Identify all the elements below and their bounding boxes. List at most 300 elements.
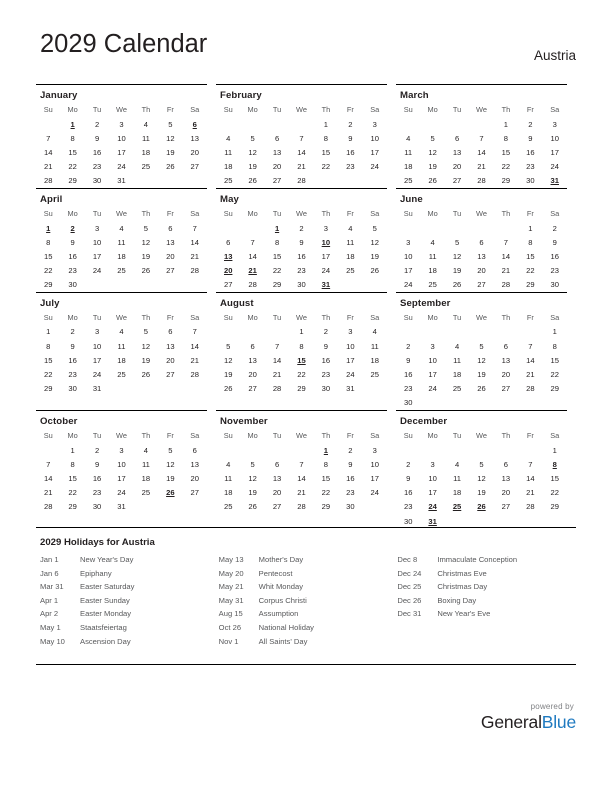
day-cell: 4 [348,223,353,233]
day-cell-empty [183,382,207,396]
day-cell: 25 [117,266,126,276]
weekday-mo: Mo [427,208,438,218]
month-name: August [220,297,254,309]
day-cell-empty [518,443,542,457]
month-june [396,188,576,292]
week-row [216,443,387,457]
month-april [36,188,216,292]
day-cell: 3 [406,237,411,247]
month-grid [216,103,387,188]
day-cell: 19 [166,147,175,157]
page-title: 2029 Calendar [40,30,208,58]
week-row [396,500,567,514]
day-cell-empty [469,117,493,131]
day-cell: 2 [299,223,304,233]
day-cell: 23 [346,162,355,172]
week-row [36,353,207,367]
week-row [36,131,207,145]
holiday-list-item [40,553,219,567]
holiday-date: Aug 15 [218,609,243,619]
day-cell: 21 [272,370,282,380]
day-cell: 23 [346,488,355,498]
day-cell: 9 [70,237,75,247]
day-cell: 15 [43,355,53,365]
day-cell: 26 [248,176,257,186]
day-cell: 10 [550,133,559,143]
day-cell: 21 [190,251,199,261]
month-name: September [400,297,451,309]
day-cell: 9 [70,341,75,351]
day-cell: 27 [248,384,257,394]
day-cell: 25 [403,176,413,186]
day-cell: 12 [166,459,175,469]
day-cell: 12 [223,355,233,365]
weekday-th: Th [141,208,151,218]
weekday-fr: Fr [346,105,354,114]
holiday-date: Jan 6 [40,568,59,578]
day-cell: 14 [297,147,306,157]
day-cell-empty [445,117,469,131]
holiday-date: Dec 31 [397,609,422,619]
day-cell: 13 [272,473,282,483]
day-cell: 12 [370,237,379,247]
day-cell: 3 [94,327,100,337]
month-block [396,292,567,410]
day-cell: 23 [321,370,331,380]
weekday-mo: Mo [67,208,78,218]
day-cell-empty [469,221,493,235]
weekday-th: Th [321,312,331,322]
day-cell: 24 [403,280,413,290]
week-row [216,500,387,514]
day-cell: 17 [428,370,437,380]
month-october [36,410,216,528]
weekday-su: Su [43,431,53,440]
day-cell: 12 [141,237,151,247]
holiday-list-item [397,553,576,567]
day-cell: 17 [92,251,102,261]
day-cell: 2 [406,341,411,351]
day-cell-empty [420,221,444,235]
day-cell: 18 [452,488,462,498]
day-cell: 5 [430,133,435,143]
day-cell: 14 [272,355,282,365]
day-cell: 1 [528,223,533,233]
weekday-fr: Fr [346,312,354,322]
day-cell: 21 [43,488,53,498]
month-november [216,410,396,528]
day-cell: 4 [226,133,231,143]
day-cell: 27 [501,502,511,512]
week-row [396,145,567,159]
day-cell-empty [134,174,158,188]
weekday-mo: Mo [67,312,78,322]
month-february [216,84,396,188]
day-cell: 8 [274,237,280,247]
weekday-header-row [36,311,207,325]
holiday-date: Apr 1 [40,595,59,605]
weekday-header-row [396,429,567,443]
day-cell: 22 [43,370,53,380]
weekday-sa: Sa [370,431,380,440]
holiday-list-item [397,607,576,621]
weekday-fr: Fr [166,208,174,218]
day-cell: 8 [323,459,329,469]
day-cell: 19 [477,370,486,380]
day-cell: 24 [346,370,355,380]
day-cell: 8 [323,133,329,143]
week-row [396,382,567,396]
holiday-list-item [219,553,398,567]
month-block [36,292,207,396]
week-row [396,174,567,188]
day-cell: 12 [477,473,486,483]
day-cell-holiday: 21 [248,266,257,276]
day-cell: 11 [346,237,355,247]
weekday-we: We [296,105,307,114]
day-cell: 15 [550,355,559,365]
day-cell: 15 [68,147,77,157]
day-cell: 29 [43,280,53,290]
day-cell-empty [158,278,182,292]
day-cell-empty [469,396,493,410]
week-row [36,339,207,353]
day-cell: 9 [323,341,329,351]
day-cell: 6 [503,341,509,351]
day-cell: 28 [43,502,53,512]
day-cell: 5 [250,459,255,469]
holiday-date: Nov 1 [218,636,239,646]
day-cell: 19 [452,266,462,276]
day-cell: 26 [166,162,175,172]
day-cell: 31 [92,384,102,394]
day-cell: 13 [477,251,486,261]
day-cell: 2 [94,119,100,129]
weekday-su: Su [223,105,233,114]
holiday-name: Easter Monday [80,609,132,619]
week-row [396,486,567,500]
week-row [36,471,207,485]
day-cell: 30 [403,398,413,408]
day-cell-empty [240,443,264,457]
weekday-fr: Fr [166,312,174,322]
day-cell: 9 [406,355,411,365]
day-cell: 18 [346,251,355,261]
day-cell: 15 [501,147,511,157]
day-cell: 1 [70,445,75,455]
day-cell-holiday: 8 [552,459,557,469]
day-cell-empty [158,174,182,188]
month-row [36,188,576,292]
day-cell: 20 [190,147,199,157]
month-block [36,188,207,292]
day-cell: 11 [141,459,150,469]
week-row [36,382,207,396]
weekday-header-row [216,311,387,325]
day-cell-empty [109,382,133,396]
holiday-name: Whit Monday [258,582,303,592]
weekday-fr: Fr [166,105,174,114]
day-cell: 23 [68,266,77,276]
day-cell: 26 [248,502,257,512]
day-cell-empty [420,325,444,339]
day-cell: 21 [297,488,306,498]
day-cell: 16 [68,355,77,365]
week-row [216,249,387,263]
holiday-list-item [40,567,219,581]
day-cell: 17 [346,355,355,365]
day-cell: 7 [274,341,280,351]
day-cell: 6 [274,133,280,143]
day-cell: 24 [550,162,559,172]
day-cell: 29 [272,280,282,290]
weekday-tu: Tu [452,312,462,322]
day-cell: 29 [526,280,535,290]
day-cell: 23 [550,266,559,276]
day-cell: 27 [501,384,511,394]
day-cell: 19 [248,162,257,172]
weekday-sa: Sa [370,105,380,114]
day-cell-empty [420,443,444,457]
day-cell-empty [338,174,362,188]
weekday-tu: Tu [452,105,462,114]
holiday-date: May 13 [218,555,244,564]
day-cell: 20 [501,370,511,380]
holiday-name: Staatsfeiertag [80,622,127,632]
day-cell: 15 [43,251,53,261]
day-cell: 18 [141,473,151,483]
holidays-title: 2029 Holidays for Austria [40,537,155,548]
day-cell: 9 [348,133,353,143]
holiday-list-item [40,580,219,594]
day-cell: 26 [141,266,151,276]
day-cell: 9 [406,473,411,483]
day-cell: 27 [272,176,282,186]
day-cell: 20 [190,473,199,483]
day-cell: 4 [430,237,435,247]
holiday-name: Assumption [258,609,299,619]
holiday-name: Pentecost [258,568,293,578]
day-cell: 8 [46,237,51,247]
day-cell-holiday: 31 [321,280,331,290]
day-cell: 7 [299,459,304,469]
day-cell: 5 [143,327,149,337]
day-cell: 12 [477,355,486,365]
day-cell: 3 [348,327,353,337]
day-cell-empty [494,325,518,339]
week-row [36,117,207,131]
week-row [36,443,207,457]
week-row [396,353,567,367]
day-cell: 7 [503,237,509,247]
section-divider [36,664,576,665]
day-cell: 13 [501,355,511,365]
month-name: November [220,416,268,427]
day-cell: 14 [297,473,306,483]
day-cell: 17 [428,488,437,498]
day-cell: 12 [428,147,437,157]
day-cell-empty [469,514,493,528]
holiday-date: May 31 [218,595,244,605]
day-cell: 23 [92,162,102,172]
month-name: February [220,90,262,101]
week-row [396,221,567,235]
day-cell: 19 [248,488,257,498]
day-cell-holiday: 2 [70,223,75,233]
day-cell-holiday: 13 [223,251,233,261]
day-cell: 17 [403,266,413,276]
month-grid [216,429,387,514]
day-cell: 18 [117,251,126,261]
day-cell-holiday: 6 [192,119,197,129]
day-cell: 10 [92,237,102,247]
weekday-tu: Tu [92,105,102,114]
month-block [216,188,387,292]
week-row [396,264,567,278]
week-row [396,471,567,485]
month-name: October [40,416,78,427]
day-cell: 10 [403,251,413,261]
day-cell: 26 [141,370,151,380]
holiday-date: Oct 26 [218,622,242,632]
holiday-list-item [219,594,398,608]
day-cell: 31 [117,176,126,186]
day-cell: 8 [46,341,51,351]
day-cell: 11 [117,237,126,247]
day-cell: 19 [370,251,379,261]
holiday-name: National Holiday [258,622,314,632]
day-cell: 28 [526,502,535,512]
day-cell: 20 [272,488,282,498]
month-grid [396,207,567,292]
day-cell: 7 [299,133,304,143]
week-row [36,249,207,263]
day-cell: 9 [94,459,100,469]
week-row [216,131,387,145]
day-cell: 22 [43,266,53,276]
powered-by-label: powered by [530,702,574,711]
day-cell: 4 [372,327,377,337]
day-cell-holiday: 24 [428,502,437,512]
week-row [36,160,207,174]
day-cell: 29 [297,384,306,394]
day-cell: 12 [166,133,175,143]
month-september [396,292,576,410]
holiday-list-item [397,594,576,608]
weekday-fr: Fr [346,208,354,218]
weekday-mo: Mo [247,431,258,440]
month-name: July [40,297,60,309]
weekday-header-row [396,207,567,221]
day-cell: 30 [346,502,355,512]
day-cell: 20 [166,355,175,365]
day-cell: 1 [323,119,329,129]
day-cell-empty [36,443,60,457]
day-cell: 26 [452,280,462,290]
day-cell: 1 [552,445,557,455]
week-row [216,367,387,381]
day-cell: 20 [166,251,175,261]
day-cell: 6 [454,133,460,143]
weekday-tu: Tu [272,312,282,322]
day-cell: 30 [297,280,306,290]
weekday-fr: Fr [526,431,534,440]
holiday-name: Immaculate Conception [437,555,518,564]
month-grid [36,311,207,396]
day-cell: 15 [68,473,77,483]
weekday-th: Th [501,431,511,440]
day-cell-empty [158,382,182,396]
day-cell: 20 [452,162,462,172]
day-cell-empty [363,382,387,396]
month-may [216,188,396,292]
day-cell: 22 [297,370,306,380]
month-grid [36,429,207,514]
day-cell: 16 [92,473,102,483]
day-cell: 3 [94,223,100,233]
week-row [216,325,387,339]
weekday-su: Su [43,105,53,114]
week-row [36,174,207,188]
day-cell: 23 [68,370,77,380]
holiday-name: All Saints' Day [258,636,308,646]
holiday-name: New Year's Day [80,555,134,564]
country-label: Austria [533,48,576,63]
day-cell: 22 [550,370,559,380]
day-cell-empty [216,325,240,339]
month-block [36,410,207,514]
month-name: June [400,193,423,205]
holiday-name: Boxing Day [437,595,477,605]
day-cell-empty [363,278,387,292]
day-cell: 2 [406,459,411,469]
week-row [216,264,387,278]
day-cell-holiday: 31 [550,176,559,186]
holiday-date: Dec 24 [397,568,422,578]
day-cell: 25 [117,370,126,380]
month-july [36,292,216,410]
day-cell-empty [543,396,567,410]
day-cell: 10 [370,133,379,143]
weekday-fr: Fr [166,431,174,440]
day-cell-empty [216,443,240,457]
weekday-su: Su [43,312,53,322]
weekday-th: Th [321,208,331,218]
day-cell: 9 [528,133,533,143]
day-cell-empty [420,396,444,410]
month-name: January [40,90,78,101]
weekday-th: Th [501,312,511,322]
day-cell: 15 [321,473,331,483]
weekday-header-row [396,103,567,117]
day-cell: 29 [43,384,53,394]
day-cell: 2 [348,445,353,455]
week-row [36,145,207,159]
day-cell-empty [445,221,469,235]
week-row [396,235,567,249]
day-cell: 30 [68,384,77,394]
day-cell: 14 [43,473,53,483]
day-cell: 13 [272,147,282,157]
weekday-su: Su [403,208,413,218]
day-cell-holiday: 10 [321,237,331,247]
day-cell: 18 [223,162,233,172]
week-row [36,325,207,339]
week-row [396,443,567,457]
day-cell: 18 [223,488,233,498]
month-block [396,188,567,292]
week-row [216,471,387,485]
